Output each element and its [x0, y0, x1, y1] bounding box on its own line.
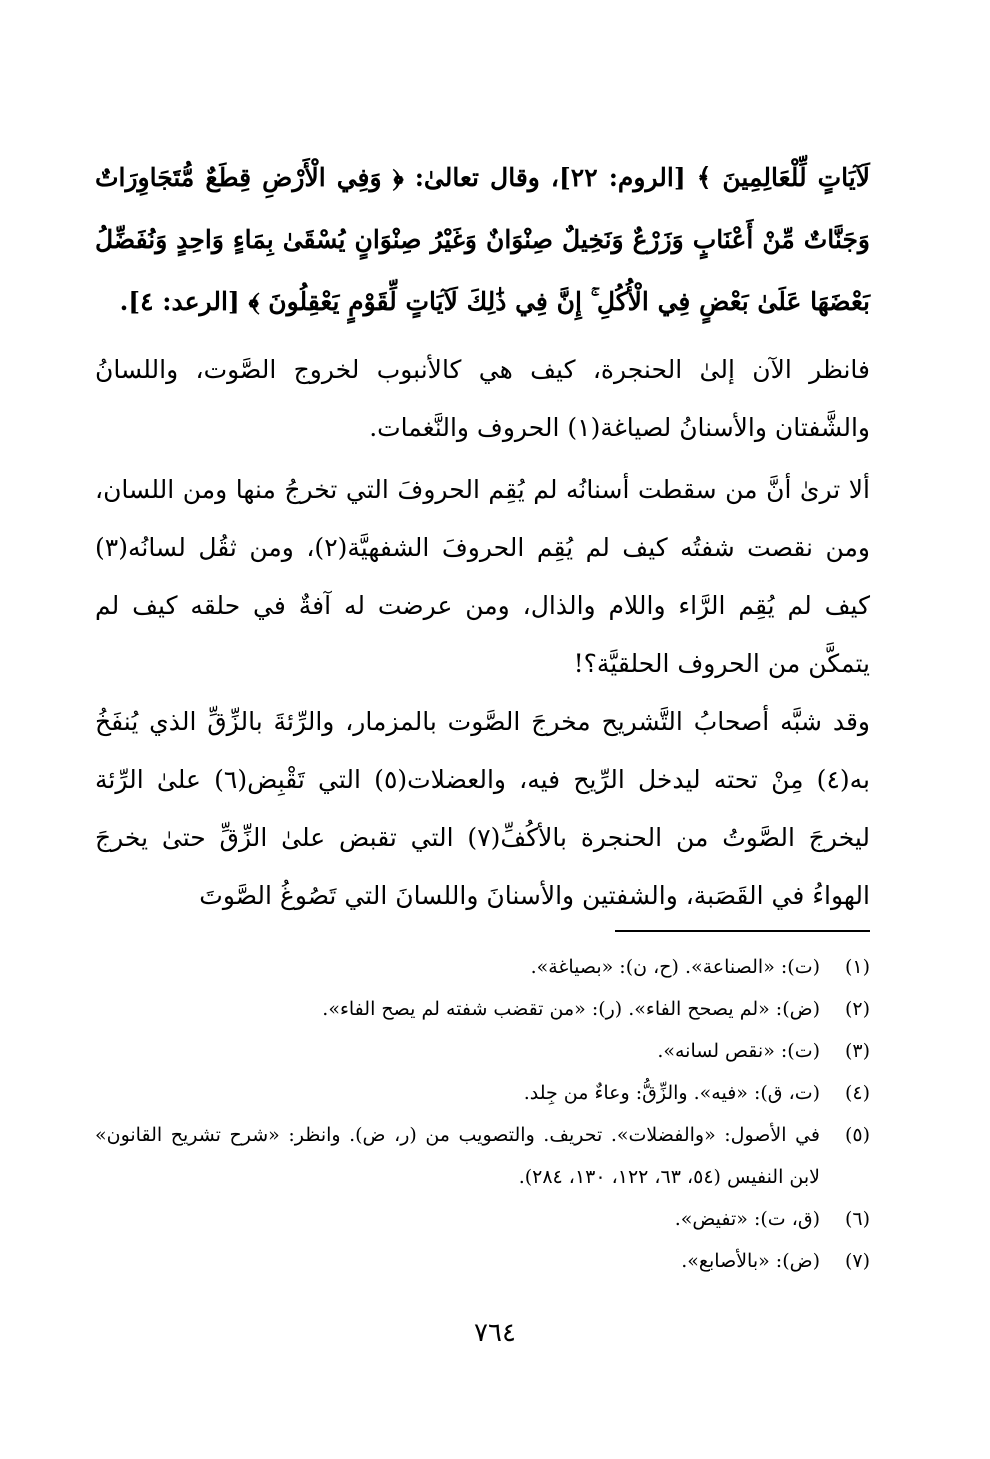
footnote-text: (ض): «لم يصحح الفاء». (ر): «من تقضب شفته لم يصح الفاء».	[322, 998, 820, 1020]
page-number: ٧٦٤	[474, 1318, 516, 1348]
footnote	[95, 1072, 870, 1114]
footnote-number: (٦)	[844, 1208, 870, 1230]
paragraph-1: فانظر الآن إلىٰ الحنجرة، كيف هي كالأنبوب لخروج الصَّوت، واللسانُ والشَّفتان والأسنانُ لصياغة(١) الحروف والنَّغمات.	[95, 355, 870, 442]
footnote	[95, 988, 870, 1030]
footnote-text: (ت): «الصناعة». (ح، ن): «بصياغة».	[530, 956, 820, 978]
footnote	[95, 1240, 870, 1282]
quran-verse: لَآيَاتٍ لِّلْعَالِمِينَ ﴾ [الروم: ٢٢]، وقال تعالىٰ: ﴿ وَفِي الْأَرْضِ قِطَعٌ مُّتَجَاوِرَاتٌ وَجَنَّاتٌ مِّنْ أَعْنَابٍ وَزَرْعٌ وَنَخِيلٌ صِنْوَانٌ وَغَيْرُ صِنْوَانٍ يُسْقَىٰ بِمَاءٍ وَاحِدٍ وَنُفَضِّلُ بَعْضَهَا عَلَىٰ بَعْضٍ فِي الْأُكُلِ ۚ إِنَّ فِي ذَٰلِكَ لَآيَاتٍ لِّقَوْمٍ يَعْقِلُونَ ﴾ [الرعد: ٤].	[95, 163, 870, 316]
footnotes-list	[95, 946, 870, 1282]
footnote-text: (ق، ت): «تفيض».	[674, 1208, 820, 1230]
footnote-number: (٣)	[844, 1040, 870, 1062]
footnote-text: (ت): «نقص لسانه».	[657, 1040, 820, 1062]
footnote	[95, 1198, 870, 1240]
footnote-divider	[615, 930, 870, 932]
paragraph-3: وقد شبَّه أصحابُ التَّشريح مخرجَ الصَّوت بالمزمار، والرِّئةَ بالزِّقِّ الذي يُنفَخُ به(٤) مِنْ تحته ليدخل الرِّيح فيه، والعضلات(٥) التي تَقْبِض(٦) علىٰ الرِّئة ليخرجَ الصَّوتُ من الحنجرة بالأكُفِّ(٧) التي تقبض علىٰ الزِّقِّ حتىٰ يخرجَ الهواءُ في القَصَبة، والشفتين والأسنانَ واللسانَ التي تَصُوغُ الصَّوتَ	[95, 707, 870, 910]
footnote-number: (٢)	[844, 998, 870, 1020]
paragraph-2: ألا ترىٰ أنَّ من سقطت أسنانُه لم يُقِم الحروفَ التي تخرجُ منها ومن اللسان، ومن نقصت شفتُه كيف لم يُقِم الحروفَ الشفهيَّة(٢)، ومن ثقُل لسانُه(٣) كيف لم يُقِم الرَّاء واللام والذال، ومن عرضت له آفةٌ في حلقه كيف لم يتمكَّن من الحروف الحلقيَّة؟!	[95, 475, 870, 678]
footnote-text: (ت، ق): «فيه». والزِّقُّ: وعاءٌ من جِلد.	[523, 1082, 820, 1104]
footnote-number: (٧)	[844, 1250, 870, 1272]
footnote-number: (١)	[844, 956, 870, 978]
footnote-text: في الأصول: «والفضلات». تحريف. والتصويب من (ر، ض). وانظر: «شرح تشريح القانون» لابن النفيس (٥٤، ٦٣، ١٢٢، ١٣٠، ٢٨٤).	[95, 1124, 820, 1188]
footnote	[95, 1114, 870, 1198]
footnote-text: (ض): «بالأصابع».	[681, 1250, 820, 1272]
footnote	[95, 946, 870, 988]
footnote	[95, 1030, 870, 1072]
footnote-number: (٤)	[844, 1082, 870, 1104]
footnote-number: (٥)	[844, 1124, 870, 1146]
